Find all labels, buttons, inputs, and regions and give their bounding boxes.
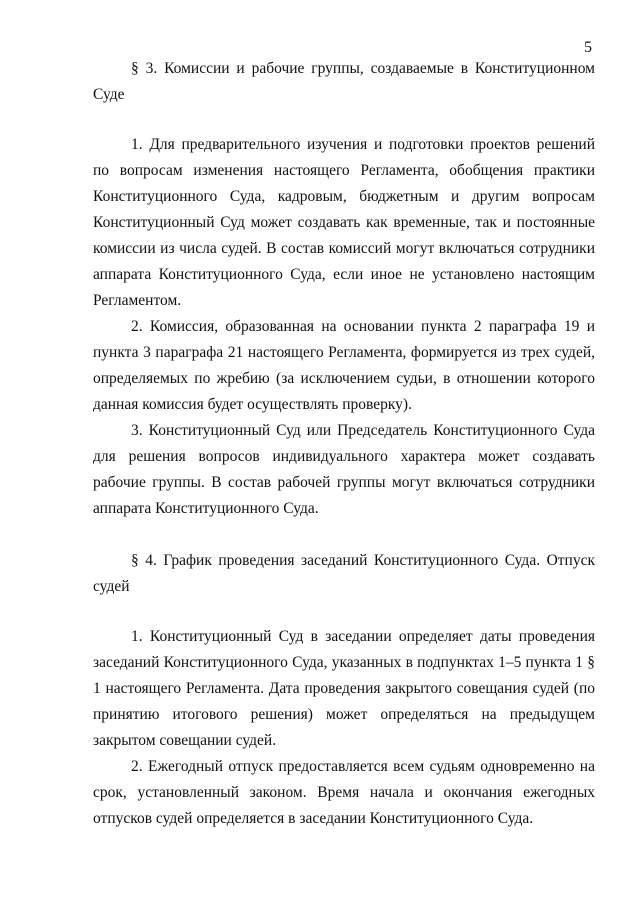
section-3-paragraph-2: 2. Комиссия, образованная на основании пункта 2 параграфа 19 и пункта 3 параграфа 21 настоящего Регламента, формируется из трех судей, определяемых по жребию (за исключением судьи, в отношении которого данная комиссия будет осуществлять проверку).	[93, 318, 595, 413]
section-4-paragraph-2: 2. Ежегодный отпуск предоставляется всем судьям одновременно на срок, установленный законом. Время начала и окончания ежегодных отпусков судей определяется в заседании Конституционного Суда.	[93, 758, 595, 827]
section-3-paragraph-3: 3. Конституционный Суд или Председатель Конституционного Суда для решения вопросов индивидуального характера может создавать рабочие группы. В состав рабочей группы могут включаться сотрудники аппарата Конституционного Суда.	[93, 422, 595, 517]
section-3-heading: § 3. Комиссии и рабочие группы, создаваемые в Конституционном Суде	[93, 60, 595, 103]
section-4-heading: § 4. График проведения заседаний Конституционного Суда. Отпуск судей	[93, 552, 595, 595]
section-3-body	[93, 132, 595, 522]
section-3-paragraph-1: 1. Для предварительного изучения и подготовки проектов решений по вопросам изменения настоящего Регламента, обобщения практики Конституционного Суда, кадровым, бюджетным и другим вопросам Конституционный Суд может создавать как временные, так и постоянные комиссии из числа судей. В состав комиссий могут включаться сотрудники аппарата Конституционного Суда, если иное не установлено настоящим Регламентом.	[93, 136, 595, 309]
section-4-paragraph-1: 1. Конституционный Суд в заседании определяет даты проведения заседаний Конституционного Суда, указанных в подпунктах 1–5 пункта 1 § 1 настоящего Регламента. Дата проведения закрытого совещания судей (по принятию итогового решения) может определяться на предыдущем закрытом совещании судей.	[93, 628, 595, 749]
section-3-heading-block	[93, 56, 595, 108]
section-4-body	[93, 624, 595, 832]
section-4-heading-block	[93, 548, 595, 600]
page-number: 5	[584, 39, 592, 56]
